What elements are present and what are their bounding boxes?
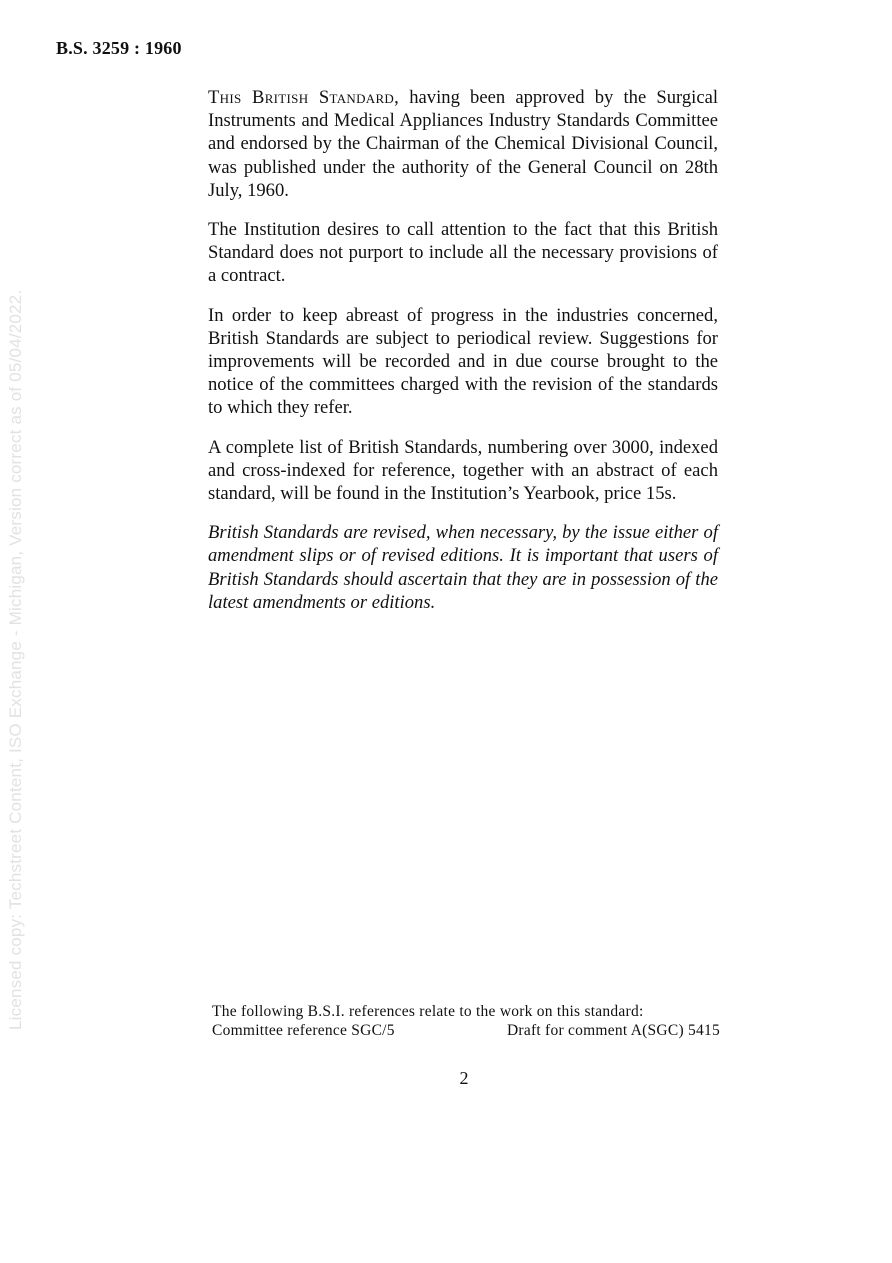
references-intro: The following B.S.I. references relate to the work on this standard: <box>212 1003 644 1020</box>
yearbook-paragraph: A complete list of British Standards, numbering over 3000, indexed and cross-indexed for reference, together with an abstract of each standard, will be found in the Institution’s Yearbook, price 15s. <box>208 436 718 505</box>
bsi-references <box>212 1002 720 1040</box>
committee-reference: Committee reference SGC/5 <box>212 1022 395 1039</box>
review-paragraph: In order to keep abreast of progress in the industries concerned, British Standards are subject to periodical review. Suggestions for improvements will be recorded and in due course brought to the notice of the committees charged with the revision of the standards to which they refer. <box>208 304 718 419</box>
approval-lead: This British Standard, <box>208 87 400 108</box>
page-number: 2 <box>459 1068 469 1088</box>
main-text-block <box>208 86 718 630</box>
draft-reference: Draft for comment A(SGC) 5415 <box>506 1022 720 1039</box>
license-watermark: Licensed copy: Techstreet Content, ISO Exchange - Michigan, Version correct as of 05/04/2022. <box>6 289 25 1030</box>
document-reference: B.S. 3259 : 1960 <box>56 38 182 58</box>
references-row <box>212 1021 720 1040</box>
revision-note-paragraph: British Standards are revised, when necessary, by the issue either of amendment slips or of revised editions. It is important that users of British Standards should ascertain that they are in possession of the latest amendments or editions. <box>208 522 718 613</box>
approval-text: having been approved by the Surgical Instruments and Medical Appliances Industry Standards Committee and endorsed by the Chairman of the Chemical Divisional Council, was published under the authority of the General Council on 28th July, 1960. <box>208 87 719 201</box>
approval-paragraph <box>208 86 718 202</box>
contract-disclaimer-paragraph: The Institution desires to call attention to the fact that this British Standard does not purport to include all the necessary provisions of a contract. <box>208 219 718 287</box>
